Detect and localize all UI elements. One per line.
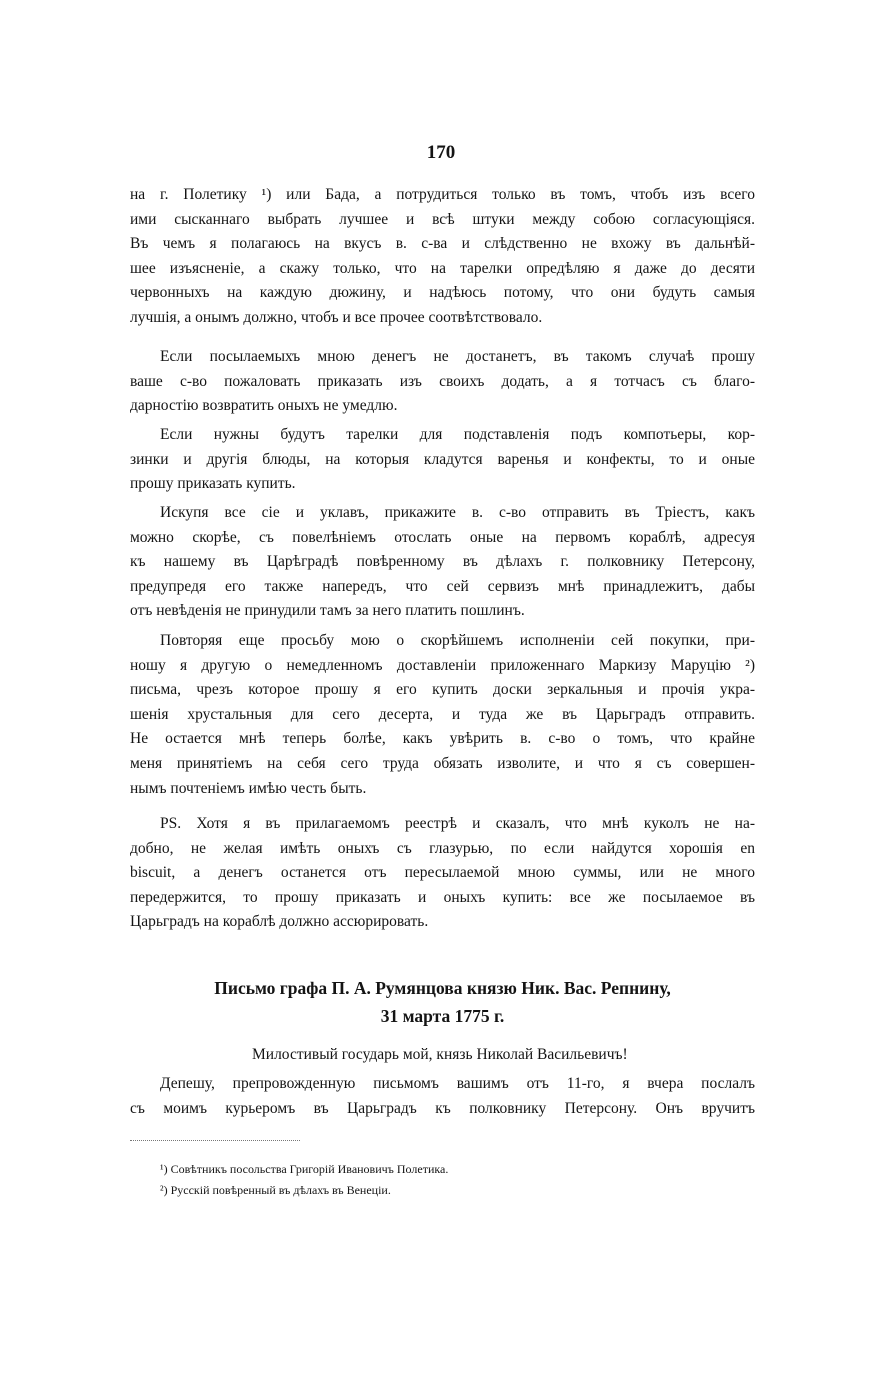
salutation: Милостивый государь мой, князь Николай Васильевичъ! xyxy=(252,1046,628,1063)
text-line: на г. Полетику ¹) или Бада, а потрудиться только въ томъ, чтобъ изъ всего xyxy=(130,186,755,203)
text-line: добно, не желая имѣть оныхъ съ глазурью, по если найдутся хорошія en xyxy=(130,839,755,857)
text-line: Если нужны будутъ тарелки для подставленія подъ компотьеры, кор- xyxy=(160,426,755,443)
text-line: Въ чемъ я полагаюсь на вкусъ в. с-ва и слѣдственно не вхожу въ дальнѣй- xyxy=(130,235,755,253)
text-line: съ моимъ курьеромъ въ Царьградъ къ полковнику Петерсону. Онъ вручитъ xyxy=(130,1099,755,1117)
text-line: дарностію возвратить оныхъ не умедлю. xyxy=(130,397,398,415)
text-line: прошу приказать купить. xyxy=(130,475,296,493)
footnote-text: Совѣтникъ посольства Григорій Ивановичъ Полетика. xyxy=(170,1162,449,1176)
letter-heading xyxy=(130,974,755,1030)
paragraph-2 xyxy=(130,345,755,419)
text-line: передержится, то прошу приказать и оныхъ купить: все же посылаемое въ xyxy=(130,888,755,906)
paragraph-5 xyxy=(130,629,755,801)
footnote-mark: ¹) xyxy=(160,1162,168,1176)
heading-line-1: Письмо графа П. А. Румянцова князю Ник. Вас. Репнину, xyxy=(214,978,671,998)
footnote-1 xyxy=(160,1162,448,1177)
text-line: лучшія, а онымъ должно, чтобъ и все прочее соотвѣтствовало. xyxy=(130,308,543,326)
text-line: PS. Хотя я въ прилагаемомъ реестрѣ и сказалъ, что мнѣ куколъ не на- xyxy=(160,815,755,832)
footnote-mark: ²) xyxy=(160,1183,168,1197)
letter-text xyxy=(130,1072,755,1121)
footnote-text: Русскій повѣренный въ дѣлахъ въ Венеціи. xyxy=(170,1183,391,1197)
text-line: Повторяя еще просьбу мою о скорѣйшемъ исполненіи сей покупки, при- xyxy=(160,632,755,649)
text-line: отъ невѣденія не принудили тамъ за него платить пошлинъ. xyxy=(130,602,525,620)
footnote-divider xyxy=(130,1140,300,1141)
heading-line-2: 31 марта 1775 г. xyxy=(380,1006,505,1026)
text-line: Искупя все сіе и уклавъ, прикажите в. с-во отправить въ Тріестъ, какъ xyxy=(160,504,755,521)
text-line: ношу я другую о немедленномъ доставленіи приложеннаго Маркизу Маруцію ²) xyxy=(130,656,755,674)
text-line: шенія хрустальныя для сего десерта, и туда же въ Царьградъ отправить. xyxy=(130,705,755,723)
paragraph-4 xyxy=(130,501,755,624)
text-line: ваше с-во пожаловать приказать изъ своихъ додать, а я тотчасъ съ благо- xyxy=(130,372,755,390)
text-line: къ нашему въ Царѣградѣ повѣренному въ дѣлахъ г. полковнику Петерсону, xyxy=(130,553,755,571)
footnote-2 xyxy=(160,1183,391,1198)
text-line: предупредя его также напередъ, что сей сервизъ мнѣ принадлежитъ, дабы xyxy=(130,577,755,595)
text-line: Депешу, препровожденную письмомъ вашимъ отъ 11-го, я вчера послалъ xyxy=(160,1075,755,1092)
text-line: червонныхъ на каждую дюжину, и надѣюсь потому, что они будуть самыя xyxy=(130,284,755,302)
page-number: 170 xyxy=(426,142,456,163)
text-line: шее изъясненіе, а скажу только, что на тарелки опредѣляю я даже до десяти xyxy=(130,259,755,277)
text-line: можно скорѣе, съ повелѣніемъ отослать оные на первомъ кораблѣ, адресуя xyxy=(130,528,755,546)
text-line: зинки и другія блюды, на которыя кладутся варенья и конфекты, то и оные xyxy=(130,450,755,468)
text-line: Не остается мнѣ теперь болѣе, какъ увѣрить в. с-во о томъ, что крайне xyxy=(130,730,755,748)
paragraph-1 xyxy=(130,183,755,331)
paragraph-3 xyxy=(130,423,755,497)
text-line: biscuit, а денегъ останется отъ пересылаемой мною суммы, или не много xyxy=(130,864,755,882)
text-line: письма, чрезъ которое прошу я его купить доски зеркальныя и прочія укра- xyxy=(130,681,755,699)
text-line: Если посылаемыхъ мною денегъ не достанетъ, въ такомъ случаѣ прошу xyxy=(160,348,755,365)
text-line: ими сысканнаго выбрать лучшее и всѣ штуки между собою согласующіяся. xyxy=(130,210,755,228)
paragraph-6 xyxy=(130,812,755,935)
text-line: меня принятіемъ на себя сего труда обязать изволите, и что я съ совершен- xyxy=(130,754,755,772)
text-line: нымъ почтеніемъ имѣю честь быть. xyxy=(130,779,367,797)
text-line: Царьградъ на кораблѣ должно ассюрировать. xyxy=(130,913,429,931)
